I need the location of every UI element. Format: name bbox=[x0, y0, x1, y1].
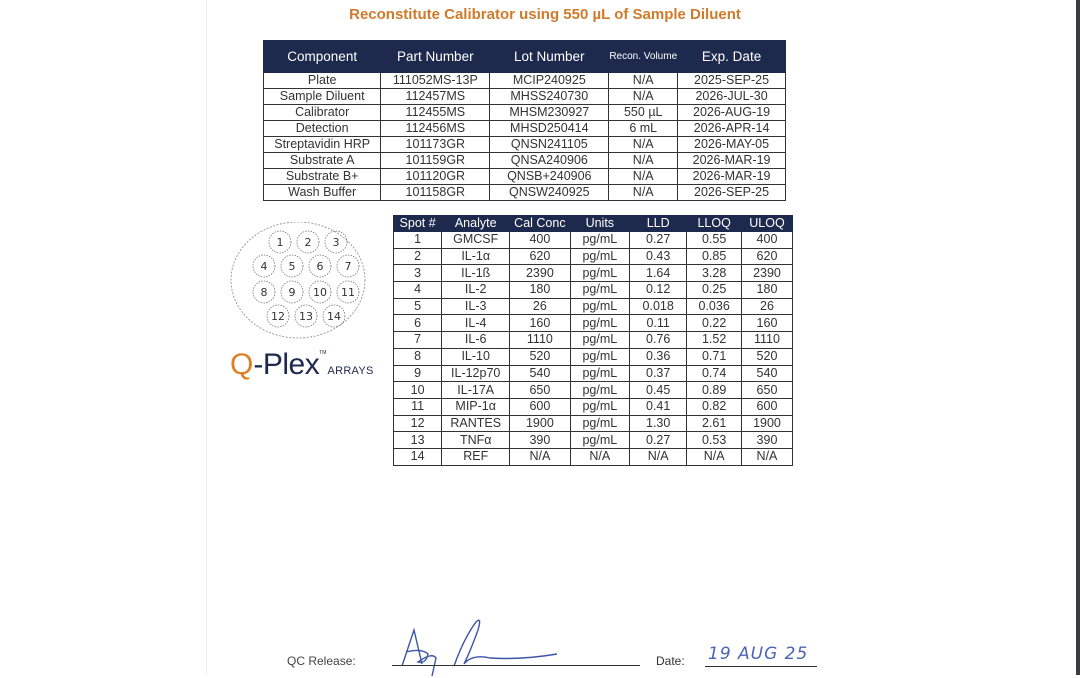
units-cell: pg/mL bbox=[570, 315, 629, 332]
qc-release-label: QC Release: bbox=[287, 654, 356, 668]
units-cell: pg/mL bbox=[570, 282, 629, 299]
spot-label: 12 bbox=[271, 310, 285, 323]
cal-conc-cell: 1900 bbox=[510, 415, 570, 432]
col-header-recon-volume: Recon. Volume bbox=[609, 41, 678, 73]
date-line bbox=[705, 666, 817, 667]
spot-cell: 5 bbox=[394, 298, 442, 315]
lot-number-cell: MCIP240925 bbox=[490, 73, 609, 89]
part-number-cell: 101158GR bbox=[381, 185, 490, 201]
cal-conc-cell: 26 bbox=[510, 298, 570, 315]
uloq-cell: 620 bbox=[741, 248, 792, 265]
lld-cell: 0.37 bbox=[630, 365, 687, 382]
logo-trademark: TM bbox=[319, 350, 327, 356]
analyte-cell: REF bbox=[442, 448, 510, 465]
analyte-cell: IL-3 bbox=[442, 298, 510, 315]
cal-conc-cell: 180 bbox=[510, 282, 570, 299]
units-cell: pg/mL bbox=[570, 382, 629, 399]
col-header-cal-conc: Cal Conc bbox=[510, 216, 570, 232]
spot-label: 7 bbox=[344, 260, 352, 273]
uloq-cell: 1900 bbox=[741, 415, 792, 432]
lloq-cell: 0.82 bbox=[687, 398, 742, 415]
analyte-row bbox=[394, 248, 793, 265]
uloq-cell: 540 bbox=[741, 365, 792, 382]
analyte-row bbox=[394, 432, 793, 449]
lld-cell: 1.30 bbox=[630, 415, 687, 432]
spot-cell: 11 bbox=[394, 398, 442, 415]
analyte-cell: TNFα bbox=[442, 432, 510, 449]
analyte-cell: IL-10 bbox=[442, 348, 510, 365]
col-header-units: Units bbox=[570, 216, 629, 232]
lot-number-cell: MHSS240730 bbox=[490, 89, 609, 105]
cal-conc-cell: 600 bbox=[510, 398, 570, 415]
component-cell: Substrate B+ bbox=[264, 169, 381, 185]
lloq-cell: 0.25 bbox=[687, 282, 742, 299]
col-header-component: Component bbox=[264, 41, 381, 73]
units-cell: pg/mL bbox=[570, 432, 629, 449]
components-header-row bbox=[264, 41, 786, 73]
analyte-row bbox=[394, 282, 793, 299]
col-header-uloq: ULOQ bbox=[741, 216, 792, 232]
spot-cell: 12 bbox=[394, 415, 442, 432]
lloq-cell: 2.61 bbox=[687, 415, 742, 432]
units-cell: pg/mL bbox=[570, 232, 629, 249]
lot-number-cell: QNSW240925 bbox=[490, 185, 609, 201]
lld-cell: 1.64 bbox=[630, 265, 687, 282]
cal-conc-cell: 620 bbox=[510, 248, 570, 265]
exp-date-cell: 2026-MAR-19 bbox=[678, 153, 786, 169]
spot-label: 1 bbox=[276, 236, 284, 249]
lloq-cell: 0.22 bbox=[687, 315, 742, 332]
component-row bbox=[264, 153, 786, 169]
spot-9 bbox=[281, 281, 303, 303]
spot-8 bbox=[253, 281, 275, 303]
spot-2 bbox=[297, 231, 319, 253]
exp-date-cell: 2026-SEP-25 bbox=[678, 185, 786, 201]
spot-label: 14 bbox=[327, 310, 341, 323]
uloq-cell: 520 bbox=[741, 348, 792, 365]
units-cell: pg/mL bbox=[570, 332, 629, 349]
spot-cell: 13 bbox=[394, 432, 442, 449]
analyte-cell: GMCSF bbox=[442, 232, 510, 249]
spot-12 bbox=[267, 305, 289, 327]
logo-q: Q bbox=[230, 348, 254, 381]
analyte-row bbox=[394, 398, 793, 415]
cal-conc-cell: 160 bbox=[510, 315, 570, 332]
signature bbox=[392, 608, 592, 678]
analyte-row bbox=[394, 265, 793, 282]
analyte-row bbox=[394, 348, 793, 365]
lld-cell: N/A bbox=[630, 448, 687, 465]
logo-arrays: ARRAYS bbox=[327, 365, 374, 377]
component-cell: Streptavidin HRP bbox=[264, 137, 381, 153]
lloq-cell: 0.71 bbox=[687, 348, 742, 365]
spot-5 bbox=[281, 255, 303, 277]
recon-volume-cell: N/A bbox=[609, 137, 678, 153]
lloq-cell: 0.55 bbox=[687, 232, 742, 249]
analyte-row bbox=[394, 232, 793, 249]
uloq-cell: 160 bbox=[741, 315, 792, 332]
spot-7 bbox=[337, 255, 359, 277]
recon-volume-cell: N/A bbox=[609, 153, 678, 169]
exp-date-cell: 2026-APR-14 bbox=[678, 121, 786, 137]
exp-date-cell: 2025-SEP-25 bbox=[678, 73, 786, 89]
uloq-cell: 2390 bbox=[741, 265, 792, 282]
col-header-lloq: LLOQ bbox=[687, 216, 742, 232]
exp-date-cell: 2026-AUG-19 bbox=[678, 105, 786, 121]
spot-11 bbox=[337, 281, 359, 303]
analyte-row bbox=[394, 448, 793, 465]
cal-conc-cell: 1110 bbox=[510, 332, 570, 349]
component-cell: Sample Diluent bbox=[264, 89, 381, 105]
cal-conc-cell: 2390 bbox=[510, 265, 570, 282]
component-cell: Plate bbox=[264, 73, 381, 89]
cal-conc-cell: 400 bbox=[510, 232, 570, 249]
spot-cell: 10 bbox=[394, 382, 442, 399]
component-row bbox=[264, 185, 786, 201]
spot-cell: 14 bbox=[394, 448, 442, 465]
component-row bbox=[264, 169, 786, 185]
logo-plex: -Plex bbox=[253, 348, 320, 381]
spot-6 bbox=[309, 255, 331, 277]
col-header-lld: LLD bbox=[630, 216, 687, 232]
spot-label: 9 bbox=[288, 286, 296, 299]
uloq-cell: 600 bbox=[741, 398, 792, 415]
cal-conc-cell: 390 bbox=[510, 432, 570, 449]
cal-conc-cell: 540 bbox=[510, 365, 570, 382]
spot-label: 11 bbox=[341, 286, 355, 299]
date-label: Date: bbox=[656, 654, 685, 668]
uloq-cell: 400 bbox=[741, 232, 792, 249]
analyte-cell: IL-1ß bbox=[442, 265, 510, 282]
analyte-row bbox=[394, 298, 793, 315]
spot-label: 3 bbox=[332, 236, 340, 249]
spot-4 bbox=[253, 255, 275, 277]
uloq-cell: 390 bbox=[741, 432, 792, 449]
spot-label: 6 bbox=[316, 260, 324, 273]
uloq-cell: 1110 bbox=[741, 332, 792, 349]
col-header-lot-number: Lot Number bbox=[490, 41, 609, 73]
component-row bbox=[264, 121, 786, 137]
col-header-spot: Spot # bbox=[394, 216, 442, 232]
lot-number-cell: QNSN241105 bbox=[490, 137, 609, 153]
spot-cell: 9 bbox=[394, 365, 442, 382]
recon-volume-cell: N/A bbox=[609, 73, 678, 89]
units-cell: pg/mL bbox=[570, 298, 629, 315]
analyte-cell: MIP-1α bbox=[442, 398, 510, 415]
component-row bbox=[264, 105, 786, 121]
lot-number-cell: MHSM230927 bbox=[490, 105, 609, 121]
analyte-table bbox=[393, 215, 793, 466]
exp-date-cell: 2026-MAR-19 bbox=[678, 169, 786, 185]
component-row bbox=[264, 137, 786, 153]
part-number-cell: 111052MS-13P bbox=[381, 73, 490, 89]
spot-13 bbox=[295, 305, 317, 327]
page-title: Reconstitute Calibrator using 550 µL of Sample Diluent bbox=[349, 6, 741, 23]
part-number-cell: 101159GR bbox=[381, 153, 490, 169]
part-number-cell: 112457MS bbox=[381, 89, 490, 105]
analyte-row bbox=[394, 365, 793, 382]
component-cell: Wash Buffer bbox=[264, 185, 381, 201]
component-cell: Substrate A bbox=[264, 153, 381, 169]
lloq-cell: 0.53 bbox=[687, 432, 742, 449]
recon-volume-cell: N/A bbox=[609, 169, 678, 185]
lld-cell: 0.76 bbox=[630, 332, 687, 349]
spot-diagram bbox=[228, 222, 368, 342]
spot-cell: 1 bbox=[394, 232, 442, 249]
lld-cell: 0.43 bbox=[630, 248, 687, 265]
lloq-cell: 0.036 bbox=[687, 298, 742, 315]
analyte-row bbox=[394, 315, 793, 332]
units-cell: pg/mL bbox=[570, 365, 629, 382]
lloq-cell: N/A bbox=[687, 448, 742, 465]
component-cell: Calibrator bbox=[264, 105, 381, 121]
spot-cell: 4 bbox=[394, 282, 442, 299]
col-header-analyte: Analyte bbox=[442, 216, 510, 232]
lld-cell: 0.27 bbox=[630, 232, 687, 249]
lld-cell: 0.27 bbox=[630, 432, 687, 449]
lld-cell: 0.36 bbox=[630, 348, 687, 365]
spot-14 bbox=[323, 305, 345, 327]
exp-date-cell: 2026-JUL-30 bbox=[678, 89, 786, 105]
spot-cell: 2 bbox=[394, 248, 442, 265]
recon-volume-cell: 550 µL bbox=[609, 105, 678, 121]
cal-conc-cell: 520 bbox=[510, 348, 570, 365]
spot-label: 13 bbox=[299, 310, 313, 323]
units-cell: pg/mL bbox=[570, 415, 629, 432]
scan-edge-left bbox=[206, 0, 207, 675]
analyte-row bbox=[394, 332, 793, 349]
spot-1 bbox=[269, 231, 291, 253]
recon-volume-cell: N/A bbox=[609, 185, 678, 201]
lld-cell: 0.12 bbox=[630, 282, 687, 299]
spot-cell: 7 bbox=[394, 332, 442, 349]
spot-label: 10 bbox=[313, 286, 327, 299]
cal-conc-cell: N/A bbox=[510, 448, 570, 465]
analyte-cell: IL-4 bbox=[442, 315, 510, 332]
lloq-cell: 0.89 bbox=[687, 382, 742, 399]
spot-label: 8 bbox=[260, 286, 268, 299]
spot-label: 2 bbox=[304, 236, 312, 249]
lld-cell: 0.45 bbox=[630, 382, 687, 399]
component-cell: Detection bbox=[264, 121, 381, 137]
part-number-cell: 112456MS bbox=[381, 121, 490, 137]
units-cell: pg/mL bbox=[570, 248, 629, 265]
component-row bbox=[264, 89, 786, 105]
date-value: 19 AUG 25 bbox=[708, 644, 809, 664]
analyte-row bbox=[394, 382, 793, 399]
component-row bbox=[264, 73, 786, 89]
spot-3 bbox=[325, 231, 347, 253]
analyte-cell: IL-2 bbox=[442, 282, 510, 299]
recon-volume-cell: N/A bbox=[609, 89, 678, 105]
components-table bbox=[263, 40, 786, 201]
part-number-cell: 101120GR bbox=[381, 169, 490, 185]
recon-volume-cell: 6 mL bbox=[609, 121, 678, 137]
lloq-cell: 0.74 bbox=[687, 365, 742, 382]
analyte-header-row bbox=[394, 216, 793, 232]
spot-label: 4 bbox=[260, 260, 268, 273]
lot-number-cell: MHSD250414 bbox=[490, 121, 609, 137]
spot-cell: 3 bbox=[394, 265, 442, 282]
analyte-cell: IL-6 bbox=[442, 332, 510, 349]
exp-date-cell: 2026-MAY-05 bbox=[678, 137, 786, 153]
lloq-cell: 3.28 bbox=[687, 265, 742, 282]
units-cell: pg/mL bbox=[570, 348, 629, 365]
col-header-exp-date: Exp. Date bbox=[678, 41, 786, 73]
lld-cell: 0.11 bbox=[630, 315, 687, 332]
lot-number-cell: QNSB+240906 bbox=[490, 169, 609, 185]
analyte-cell: IL-1α bbox=[442, 248, 510, 265]
lot-number-cell: QNSA240906 bbox=[490, 153, 609, 169]
lld-cell: 0.018 bbox=[630, 298, 687, 315]
spot-10 bbox=[309, 281, 331, 303]
analyte-cell: IL-12p70 bbox=[442, 365, 510, 382]
spot-label: 5 bbox=[288, 260, 296, 273]
uloq-cell: 650 bbox=[741, 382, 792, 399]
lloq-cell: 1.52 bbox=[687, 332, 742, 349]
part-number-cell: 101173GR bbox=[381, 137, 490, 153]
units-cell: N/A bbox=[570, 448, 629, 465]
spot-cell: 8 bbox=[394, 348, 442, 365]
signature-line bbox=[392, 665, 640, 666]
lloq-cell: 0.85 bbox=[687, 248, 742, 265]
col-header-part-number: Part Number bbox=[381, 41, 490, 73]
well-outline bbox=[231, 222, 365, 338]
analyte-row bbox=[394, 415, 793, 432]
uloq-cell: 180 bbox=[741, 282, 792, 299]
cal-conc-cell: 650 bbox=[510, 382, 570, 399]
part-number-cell: 112455MS bbox=[381, 105, 490, 121]
scan-edge-right bbox=[1076, 0, 1080, 675]
uloq-cell: N/A bbox=[741, 448, 792, 465]
uloq-cell: 26 bbox=[741, 298, 792, 315]
analyte-cell: RANTES bbox=[442, 415, 510, 432]
units-cell: pg/mL bbox=[570, 398, 629, 415]
analyte-cell: IL-17A bbox=[442, 382, 510, 399]
lld-cell: 0.41 bbox=[630, 398, 687, 415]
spot-cell: 6 bbox=[394, 315, 442, 332]
qplex-arrays-logo bbox=[230, 346, 374, 380]
units-cell: pg/mL bbox=[570, 265, 629, 282]
